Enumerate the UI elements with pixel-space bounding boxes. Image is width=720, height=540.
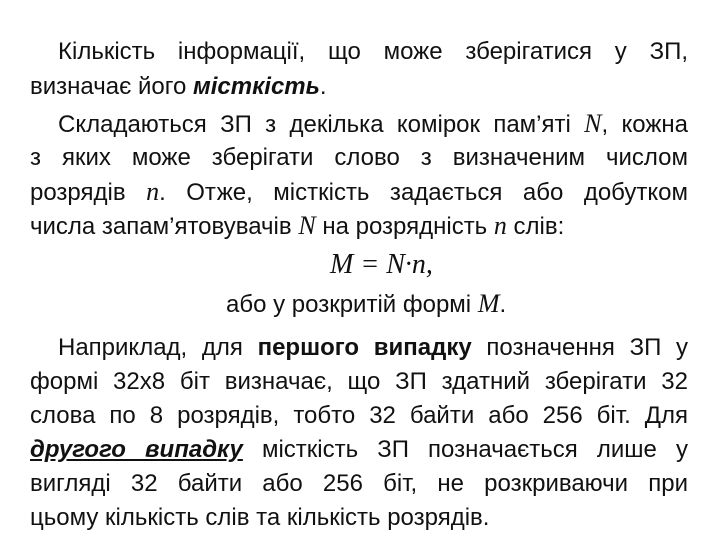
expanded-text: або у розкритій формі [226, 291, 478, 318]
p3-line-3 [30, 401, 688, 431]
p3-text-1: Наприклад, для [58, 334, 258, 361]
p2-text-4c: слів: [506, 213, 565, 240]
p3-text-3: слова по 8 розрядів, тобто 32 байти або 256 біт. Для [30, 402, 688, 429]
p3-line-5 [30, 469, 688, 499]
var-N: N [584, 109, 602, 138]
p2-line-4 [30, 211, 688, 241]
p2-text-4b: на розрядність [315, 213, 494, 240]
p3-text-2: формі 32x8 біт визначає, що ЗП здатний зберігати 32 [30, 368, 688, 395]
term-capacity: місткість [193, 73, 320, 100]
p2-text-1b: , кожна [601, 111, 689, 138]
p3-text-5: вигляді 32 байти або 256 біт, не розкриваючи при [30, 470, 688, 497]
p2-text-4: числа запам’ятовувачів [30, 213, 299, 240]
p2-line-1 [30, 109, 688, 139]
p1-text-1: Кількість інформації, що може зберігатися у ЗП, [58, 38, 688, 65]
var-M: M [477, 289, 500, 318]
p2-text-3b: . Отже, місткість задається або добутком [159, 179, 688, 206]
formula-line [330, 250, 470, 280]
capacity-formula: M = N·n, [330, 249, 433, 280]
p1-period: . [319, 73, 327, 100]
p3-line-2 [30, 367, 688, 397]
p2-line-3 [30, 177, 688, 207]
p3-text-1b: позначення ЗП у [471, 334, 688, 361]
p3-line-1 [30, 333, 688, 363]
term-second-case: другого випадку [30, 436, 243, 463]
p2-text-2: з яких може зберігати слово з визначеним числом [30, 144, 688, 171]
var-n-2: n [493, 211, 507, 240]
p3-text-4: місткість ЗП позначається лише у [242, 436, 689, 463]
expanded-period: . [499, 291, 507, 318]
p3-line-4 [30, 435, 688, 465]
p3-text-6: цьому кількість слів та кількість розрядів. [30, 504, 490, 531]
p1-line-2 [30, 72, 688, 102]
p2-text-1: Складаються ЗП з декілька комірок пам’яті [58, 111, 585, 138]
p3-line-6 [30, 503, 688, 533]
expanded-form-line [226, 289, 686, 319]
p2-text-3: розрядів [30, 179, 147, 206]
p1-line-1 [30, 37, 688, 67]
var-n: n [146, 177, 160, 206]
p1-text-2: визначає його [30, 73, 193, 100]
p2-line-2 [30, 143, 688, 173]
term-first-case: першого випадку [257, 334, 472, 361]
var-N-2: N [298, 211, 316, 240]
